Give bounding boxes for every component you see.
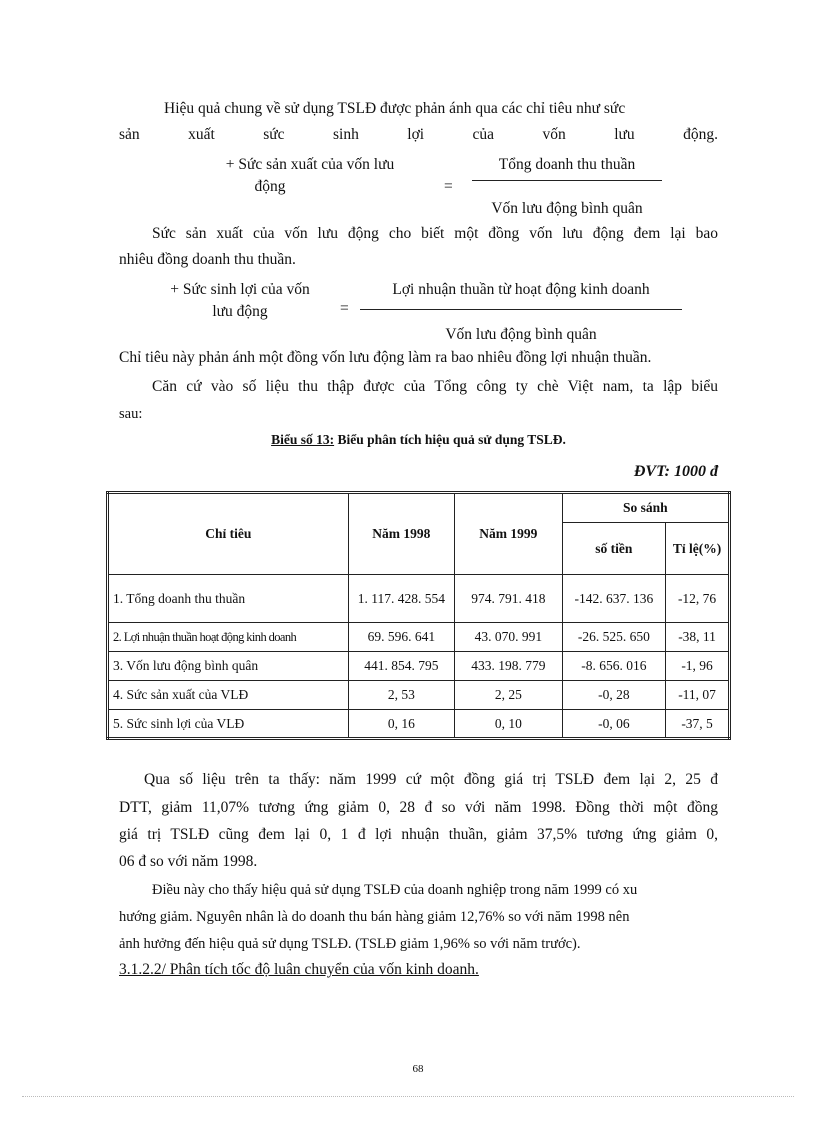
row-label: 5. Sức sinh lợi của VLĐ — [108, 710, 349, 739]
table-header-row-1 — [108, 493, 730, 523]
formula-1-equals: = — [444, 178, 453, 195]
row-label: 1. Tổng doanh thu thuần — [108, 575, 349, 623]
formula-2-numerator: Lợi nhuận thuần từ hoạt động kinh doanh — [392, 281, 650, 298]
explain-2: Chỉ tiêu này phản ánh một đồng vốn lưu động làm ra bao nhiêu đồng lợi nhuận thuần. — [119, 349, 652, 366]
row-label: 2. Lợi nhuận thuần hoạt động kinh doanh — [108, 623, 349, 652]
formula-1-fraction-bar — [472, 180, 662, 181]
header-amount: số tiền — [562, 523, 666, 575]
lead-line-2: sau: — [119, 406, 143, 422]
analysis-2-line-1: Điều này cho thấy hiệu quả sử dụng TSLĐ của doanh nghiệp trong năm 1999 có xu — [152, 882, 638, 898]
page-number: 68 — [412, 1063, 424, 1075]
row-value-1999: 43. 070. 991 — [455, 623, 563, 652]
row-ratio: -11, 07 — [666, 681, 730, 710]
row-ratio: -12, 76 — [666, 575, 730, 623]
formula-2-label-line-1: + Sức sinh lợi của vốn — [170, 281, 310, 298]
row-label: 3. Vốn lưu động bình quân — [108, 652, 349, 681]
formula-2-fraction-bar — [360, 309, 682, 310]
row-value-1999: 0, 10 — [455, 710, 563, 739]
row-amount: -0, 28 — [562, 681, 666, 710]
row-value-1999: 974. 791. 418 — [455, 575, 563, 623]
intro-line-1: Hiệu quả chung về sử dụng TSLĐ được phản ánh qua các chỉ tiêu như sức — [164, 100, 626, 117]
analysis-1-line-2: DTT, giảm 11,07% tương ứng giảm 0, 28 đ so với năm 1998. Đồng thời một đồng — [119, 799, 718, 816]
lead-line-1: Căn cứ vào số liệu thu thập được của Tổng công ty chè Việt nam, ta lập biểu — [152, 378, 718, 395]
table-row — [108, 623, 730, 652]
table-row — [108, 575, 730, 623]
explain-1-line-2: nhiêu đồng doanh thu thuần. — [119, 251, 296, 268]
row-value-1998: 2, 53 — [348, 681, 455, 710]
row-amount: -26. 525. 650 — [562, 623, 666, 652]
intro-line-2: sản xuất sức sinh lợi của vốn lưu động. — [119, 126, 718, 143]
section-heading: 3.1.2.2/ Phân tích tốc độ luân chuyển của vốn kinh doanh. — [119, 961, 479, 978]
formula-2-equals: = — [340, 300, 349, 317]
header-year-1998: Năm 1998 — [348, 493, 455, 575]
header-compare: So sánh — [562, 493, 729, 523]
table-row — [108, 652, 730, 681]
table-row — [108, 681, 730, 710]
formula-1-label-line-2: động — [254, 178, 286, 195]
formula-1-label-line-1: + Sức sản xuất của vốn lưu — [225, 156, 395, 173]
analysis-1-line-4: 06 đ so với năm 1998. — [119, 853, 258, 870]
header-ratio: Tỉ lệ(%) — [666, 523, 730, 575]
row-value-1998: 1. 117. 428. 554 — [348, 575, 455, 623]
header-year-1999: Năm 1999 — [455, 493, 563, 575]
table-caption — [119, 432, 718, 448]
row-value-1998: 0, 16 — [348, 710, 455, 739]
row-value-1998: 69. 596. 641 — [348, 623, 455, 652]
table-row — [108, 710, 730, 739]
formula-1-denominator: Vốn lưu động bình quân — [491, 200, 643, 217]
row-amount: -8. 656. 016 — [562, 652, 666, 681]
analysis-2-line-2: hướng giảm. Nguyên nhân là do doanh thu bán hàng giảm 12,76% so với năm 1998 nên — [119, 909, 630, 925]
table-caption-title: Biểu phân tích hiệu quả sử dụng TSLĐ. — [334, 432, 566, 447]
analysis-1-line-3: giá trị TSLĐ cũng đem lại 0, 1 đ lợi nhuận thuần, giảm 37,5% tương ứng giảm 0, — [119, 826, 718, 843]
table-caption-prefix: Biểu số 13: — [271, 432, 335, 447]
row-ratio: -38, 11 — [666, 623, 730, 652]
row-amount: -142. 637. 136 — [562, 575, 666, 623]
row-ratio: -37, 5 — [666, 710, 730, 739]
analysis-1-line-1: Qua số liệu trên ta thấy: năm 1999 cứ một đồng giá trị TSLĐ đem lại 2, 25 đ — [144, 771, 718, 788]
row-value-1999: 2, 25 — [455, 681, 563, 710]
efficiency-table — [106, 491, 731, 740]
row-value-1999: 433. 198. 779 — [455, 652, 563, 681]
row-ratio: -1, 96 — [666, 652, 730, 681]
row-value-1998: 441. 854. 795 — [348, 652, 455, 681]
formula-2-label-line-2: lưu động — [212, 303, 268, 320]
row-amount: -0, 06 — [562, 710, 666, 739]
analysis-2-line-3: ảnh hưởng đến hiệu quả sử dụng TSLĐ. (TSLĐ giảm 1,96% so với năm trước). — [119, 936, 581, 952]
explain-1-line-1: Sức sản xuất của vốn lưu động cho biết một đồng vốn lưu động đem lại bao — [152, 225, 718, 242]
page-bottom-rule — [22, 1096, 794, 1097]
row-label: 4. Sức sản xuất của VLĐ — [108, 681, 349, 710]
unit-label: ĐVT: 1000 đ — [633, 463, 718, 480]
formula-2-denominator: Vốn lưu động bình quân — [445, 326, 597, 343]
header-indicator: Chỉ tiêu — [108, 493, 349, 575]
formula-1-numerator: Tổng doanh thu thuần — [498, 156, 636, 173]
